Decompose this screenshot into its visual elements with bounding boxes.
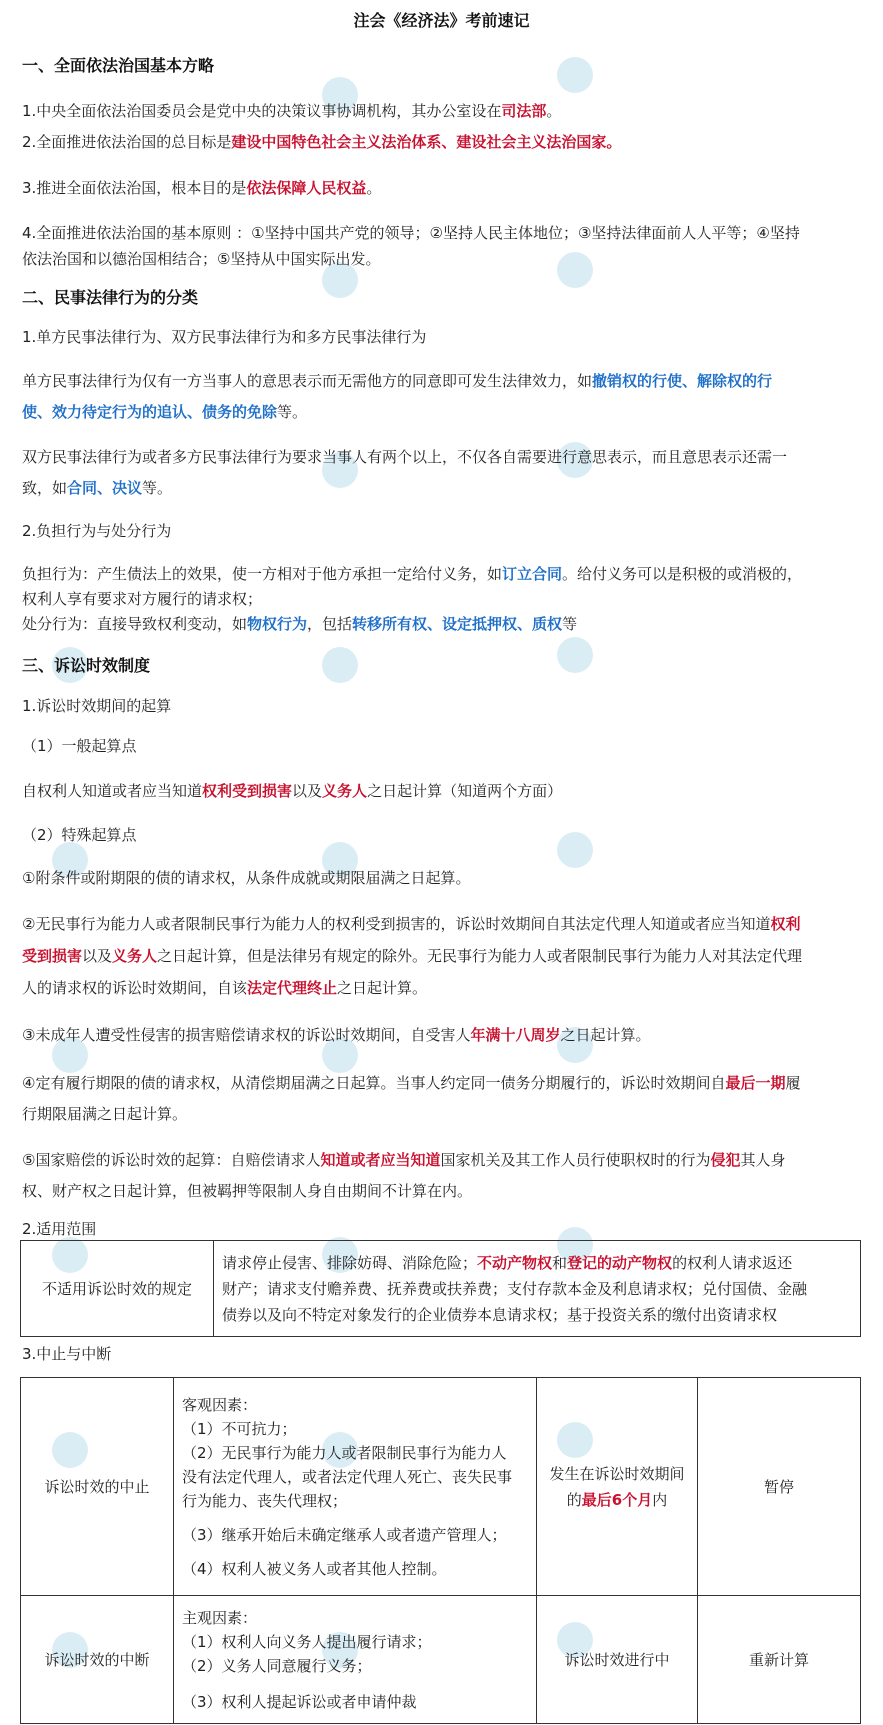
s3-sub-2: 2.适用范围 [22, 1220, 97, 1238]
table-cell-effect: 重新计算 [698, 1596, 861, 1724]
section-2-heading: 二、民事法律行为的分类 [22, 288, 199, 307]
s2-para-2-line-2: 致，如合同、决议等。 [22, 479, 173, 497]
s2-sub-2: 2.负担行为与处分行为 [22, 522, 172, 540]
s1-item-1: 1.中央全面依法治国委员会是党中央的决策议事协调机构，其办公室设在司法部。 [22, 102, 562, 120]
s1-item-2: 2.全面推进依法治国的总目标是建设中国特色社会主义法治体系、建设社会主义法治国家。 [22, 133, 622, 151]
table-cell-time: 发生在诉讼时效期间 的最后6个月内 [537, 1378, 698, 1596]
s3-sub-1: 1.诉讼时效期间的起算 [22, 697, 172, 715]
s3-special-item-3: ③未成年人遭受性侵害的损害赔偿请求权的诉讼时效期间，自受害人年满十八周岁之日起计算。 [22, 1026, 651, 1044]
table-cell-factors: 客观因素： （1）不可抗力； （2）无民事行为能力人或者限制民事行为能力人 没有法定代理人，或者法定代理人死亡、丧失民事 行为能力、丧失代理权； （3）继承开始后未确定继承人或者遗产管理人； （4）权利人被义务人或者其他人控制。 [174, 1378, 537, 1596]
s3-sub-3: 3.中止与中断 [22, 1345, 112, 1363]
s2-para-1-line-2: 使、效力待定行为的追认、债务的免除等。 [22, 403, 308, 421]
s2-sub-1: 1.单方民事法律行为、双方民事法律行为和多方民事法律行为 [22, 328, 427, 346]
s2-para-3-line-1: 负担行为：产生债法上的效果，使一方相对于他方承担一定给付义务，如订立合同。给付义务可以是积极的或消极的， [22, 565, 803, 583]
s3-special-item-5-line-1: ⑤国家赔偿的诉讼时效的起算：自赔偿请求人知道或者应当知道国家机关及其工作人员行使职权时的行为侵犯其人身 [22, 1151, 786, 1169]
table-cell-label: 不适用诉讼时效的规定 [21, 1241, 214, 1337]
table-row [21, 1378, 861, 1596]
table-cell-name: 诉讼时效的中止 [21, 1378, 174, 1596]
scope-table [20, 1240, 861, 1337]
s2-para-2-line-1: 双方民事法律行为或者多方民事法律行为要求当事人有两个以上，不仅各自需要进行意思表示，而且意思表示还需一 [22, 448, 788, 466]
s3-special-heading: （2）特殊起算点 [22, 826, 137, 844]
page-title: 注会《经济法》考前速记 [353, 11, 530, 30]
table-cell-content: 请求停止侵害、排除妨碍、消除危险；不动产物权和登记的动产物权的权利人请求返还 财产；请求支付赡养费、抚养费或扶养费；支付存款本金及利息请求权；兑付国债、金融 债券以及向不特定对象发行的企业债券本息请求权；基于投资关系的缴付出资请求权 [214, 1241, 861, 1337]
s3-special-item-4-line-2: 行期限届满之日起计算。 [22, 1105, 188, 1123]
table-cell-name: 诉讼时效的中断 [21, 1596, 174, 1724]
table-cell-effect: 暂停 [698, 1378, 861, 1596]
s3-special-item-1: ①附条件或附期限的债的请求权，从条件成就或期限届满之日起算。 [22, 869, 471, 887]
table-row [21, 1596, 861, 1724]
s1-item-4-line-1: 4.全面推进依法治国的基本原则 ：①坚持中国共产党的领导；②坚持人民主体地位；③坚持法律面前人人平等；④坚持 [22, 224, 800, 242]
s1-item-3: 3.推进全面依法治国，根本目的是依法保障人民权益。 [22, 179, 382, 197]
s2-para-3-line-2: 权利人享有要求对方履行的请求权； [22, 590, 263, 608]
s3-general-heading: （1）一般起算点 [22, 737, 137, 755]
table-row [21, 1241, 861, 1337]
table-cell-factors: 主观因素： （1）权利人向义务人提出履行请求； （2）义务人同意履行义务； （3）权利人提起诉讼或者申请仲裁 [174, 1596, 537, 1724]
s2-para-1-line-1: 单方民事法律行为仅有一方当事人的意思表示而无需他方的同意即可发生法律效力，如撤销权的行使、解除权的行 [22, 372, 773, 390]
s3-special-item-2-line-2: 受到损害以及义务人之日起计算，但是法律另有规定的除外。无民事行为能力人或者限制民事行为能力人对其法定代理 [22, 947, 803, 965]
s3-special-item-2-line-3: 人的请求权的诉讼时效期间，自该法定代理终止之日起计算。 [22, 979, 428, 997]
s3-general-para: 自权利人知道或者应当知道权利受到损害以及义务人之日起计算（知道两个方面） [22, 782, 563, 800]
table-cell-time: 诉讼时效进行中 [537, 1596, 698, 1724]
section-1-heading: 一、全面依法治国基本方略 [22, 56, 215, 75]
s3-special-item-5-line-2: 权、财产权之日起计算，但被羁押等限制人身自由期间不计算在内。 [22, 1182, 473, 1200]
s3-special-item-2-line-1: ②无民事行为能力人或者限制民事行为能力人的权利受到损害的，诉讼时效期间自其法定代理人知道或者应当知道权利 [22, 915, 801, 933]
s3-special-item-4-line-1: ④定有履行期限的债的请求权，从清偿期届满之日起算。当事人约定同一债务分期履行的，诉讼时效期间自最后一期履 [22, 1074, 801, 1092]
suspension-table [20, 1377, 861, 1724]
s1-item-4-line-2: 依法治国和以德治国相结合；⑤坚持从中国实际出发。 [22, 250, 381, 268]
s2-para-4: 处分行为：直接导致权利变动，如物权行为，包括转移所有权、设定抵押权、质权等 [22, 615, 578, 633]
section-3-heading: 三、诉讼时效制度 [22, 656, 151, 675]
